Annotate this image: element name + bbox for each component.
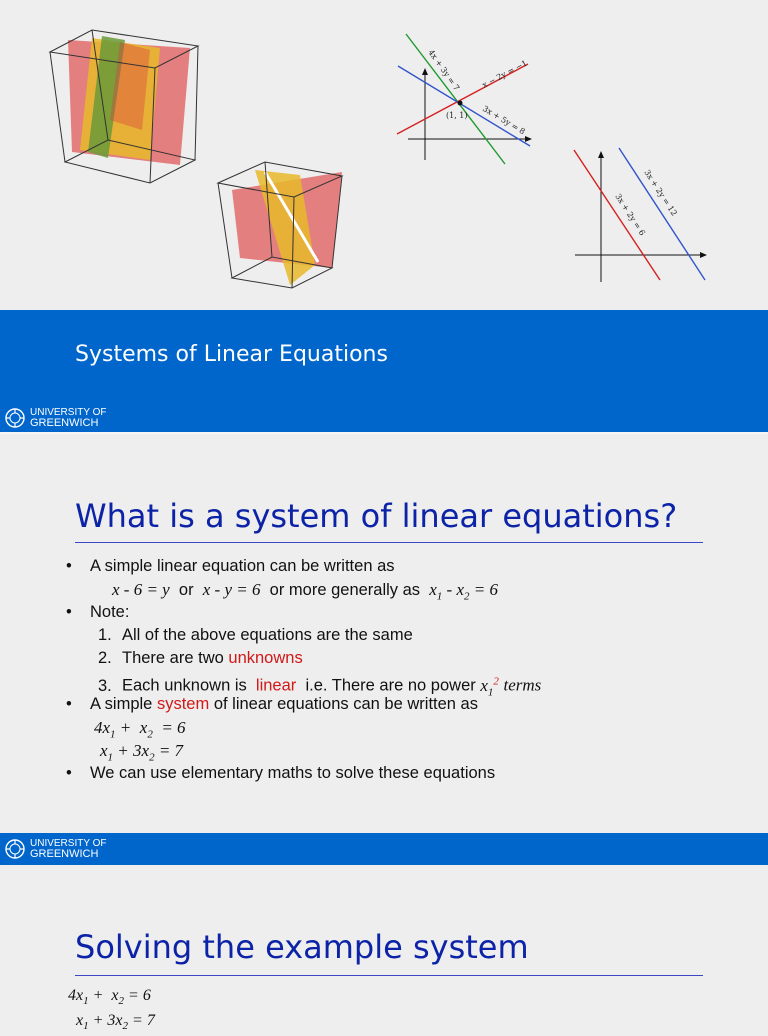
note-2: 2. There are two unknowns — [98, 649, 303, 667]
university-logo-2 — [4, 838, 107, 860]
slide-1-title: Systems of Linear Equations — [75, 342, 388, 367]
system-eq-1: $4x_1 + x_2 = 6$ — [68, 987, 151, 1008]
bullet-3: • A simple system of linear equations can be written as — [66, 695, 478, 713]
university-crest-icon — [4, 407, 26, 429]
graph-intersecting-lines — [397, 34, 532, 164]
cube-2 — [218, 162, 342, 288]
bullet-4: • We can use elementary maths to solve these equations — [66, 764, 496, 782]
label-3x2y12: 3x + 2y = 12 — [642, 168, 679, 218]
logo-line-2: GREENWICH — [30, 417, 99, 429]
label-4x3y7: 4x + 3y = 7 — [426, 47, 462, 93]
system-eq-1: $4x_1 + x_2 = 6$ — [94, 718, 186, 741]
footer-band — [0, 833, 768, 865]
bullet-1-equations: x - 6 = y or x - y = 6 or more generally as $x_1 - x_2 = 6$ — [112, 580, 498, 603]
slide-separator — [0, 432, 768, 434]
bullet-2: • Note: — [66, 603, 130, 621]
note-1: 1. All of the above equations are the same — [98, 626, 413, 644]
university-logo — [4, 407, 107, 429]
cube-1 — [50, 30, 198, 183]
slide-3-equations — [68, 986, 155, 1036]
note-3: 3. Each unknown is linear i.e. There are no power $x_1^2$ terms — [98, 675, 542, 699]
title-underline-2 — [75, 975, 703, 976]
slide-2-title: What is a system of linear equations? — [75, 497, 678, 535]
cube-planes-diagram — [0, 0, 768, 310]
logo-line-1: UNIVERSITY OF — [30, 407, 107, 418]
title-band — [0, 310, 768, 432]
label-3x2y6: 3x + 2y = 6 — [613, 192, 647, 238]
label-x2y-1: x − 2y = −1 — [480, 58, 529, 90]
slide-3-title: Solving the example system — [75, 928, 529, 966]
system-eq-2: $x_1 + 3x_2 = 7$ — [76, 1012, 155, 1033]
logo-line-2: GREENWICH — [30, 848, 99, 860]
graph-parallel-lines — [574, 148, 707, 282]
logo-line-1: UNIVERSITY OF — [30, 838, 107, 849]
label-point: (1, 1) — [446, 111, 468, 120]
university-crest-icon — [4, 838, 26, 860]
general-equation: $x_1 - x_2 = 6$ — [429, 580, 498, 603]
slide-2-body — [66, 555, 541, 785]
label-3x5y8: 3x + 5y = 8 — [480, 103, 527, 137]
title-underline — [75, 542, 703, 543]
system-eq-2: $x_1 + 3x_2 = 7$ — [100, 741, 184, 764]
bullet-1: • A simple linear equation can be written as — [66, 557, 395, 575]
